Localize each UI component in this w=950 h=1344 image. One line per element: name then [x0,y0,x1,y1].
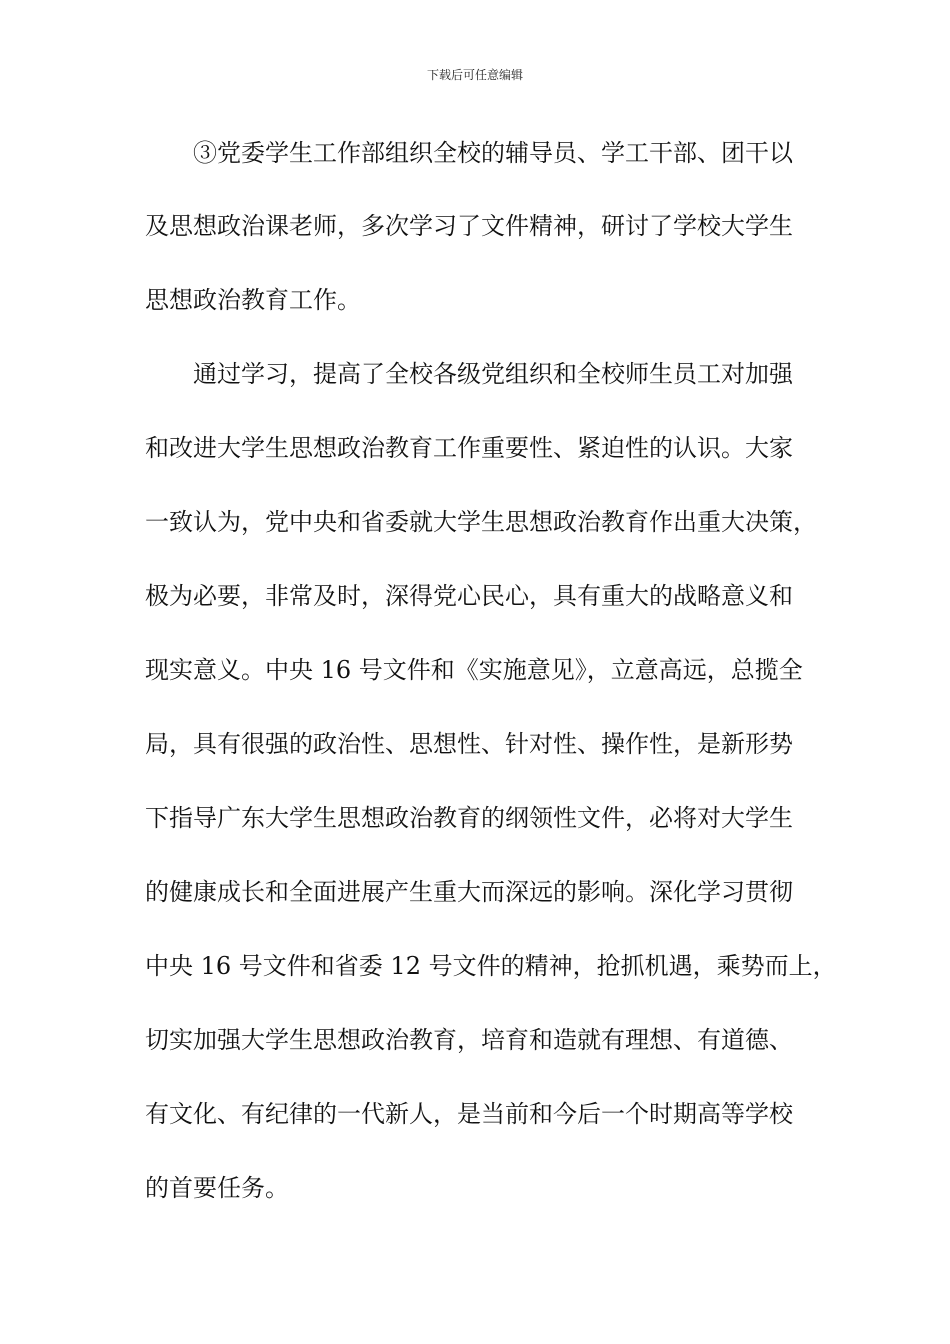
text-line: 切实加强大学生思想政治教育，培育和造就有理想、有道德、 [145,1026,793,1054]
text-line: 局，具有很强的政治性、思想性、针对性、操作性，是新形势 [145,730,793,758]
text-line: ③党委学生工作部组织全校的辅导员、学工干部、团干以 [145,139,793,167]
text-line: 的首要任务。 [145,1174,289,1202]
text-line: 一致认为，党中央和省委就大学生思想政治教育作出重大决策， [145,508,817,536]
text-line: 思想政治教育工作。 [145,286,361,314]
text-line: 通过学习，提高了全校各级党组织和全校师生员工对加强 [145,360,793,388]
text-line: 和改进大学生思想政治教育工作重要性、紧迫性的认识。大家 [145,434,793,462]
text-line: 有文化、有纪律的一代新人，是当前和今后一个时期高等学校 [145,1100,793,1128]
text-line: 极为必要，非常及时，深得党心民心，具有重大的战略意义和 [145,582,793,610]
text-line: 的健康成长和全面进展产生重大而深远的影响。深化学习贯彻 [145,878,793,906]
page-header: 下载后可任意编辑 [426,68,523,82]
text-line: 及思想政治课老师，多次学习了文件精神，研讨了学校大学生 [145,212,793,240]
text-line: 下指导广东大学生思想政治教育的纲领性文件，必将对大学生 [145,804,793,832]
text-line: 中央 16 号文件和省委 12 号文件的精神，抢抓机遇，乘势而上， [145,952,837,980]
text-line: 现实意义。中央 16 号文件和《实施意见》，立意高远，总揽全 [145,656,803,684]
